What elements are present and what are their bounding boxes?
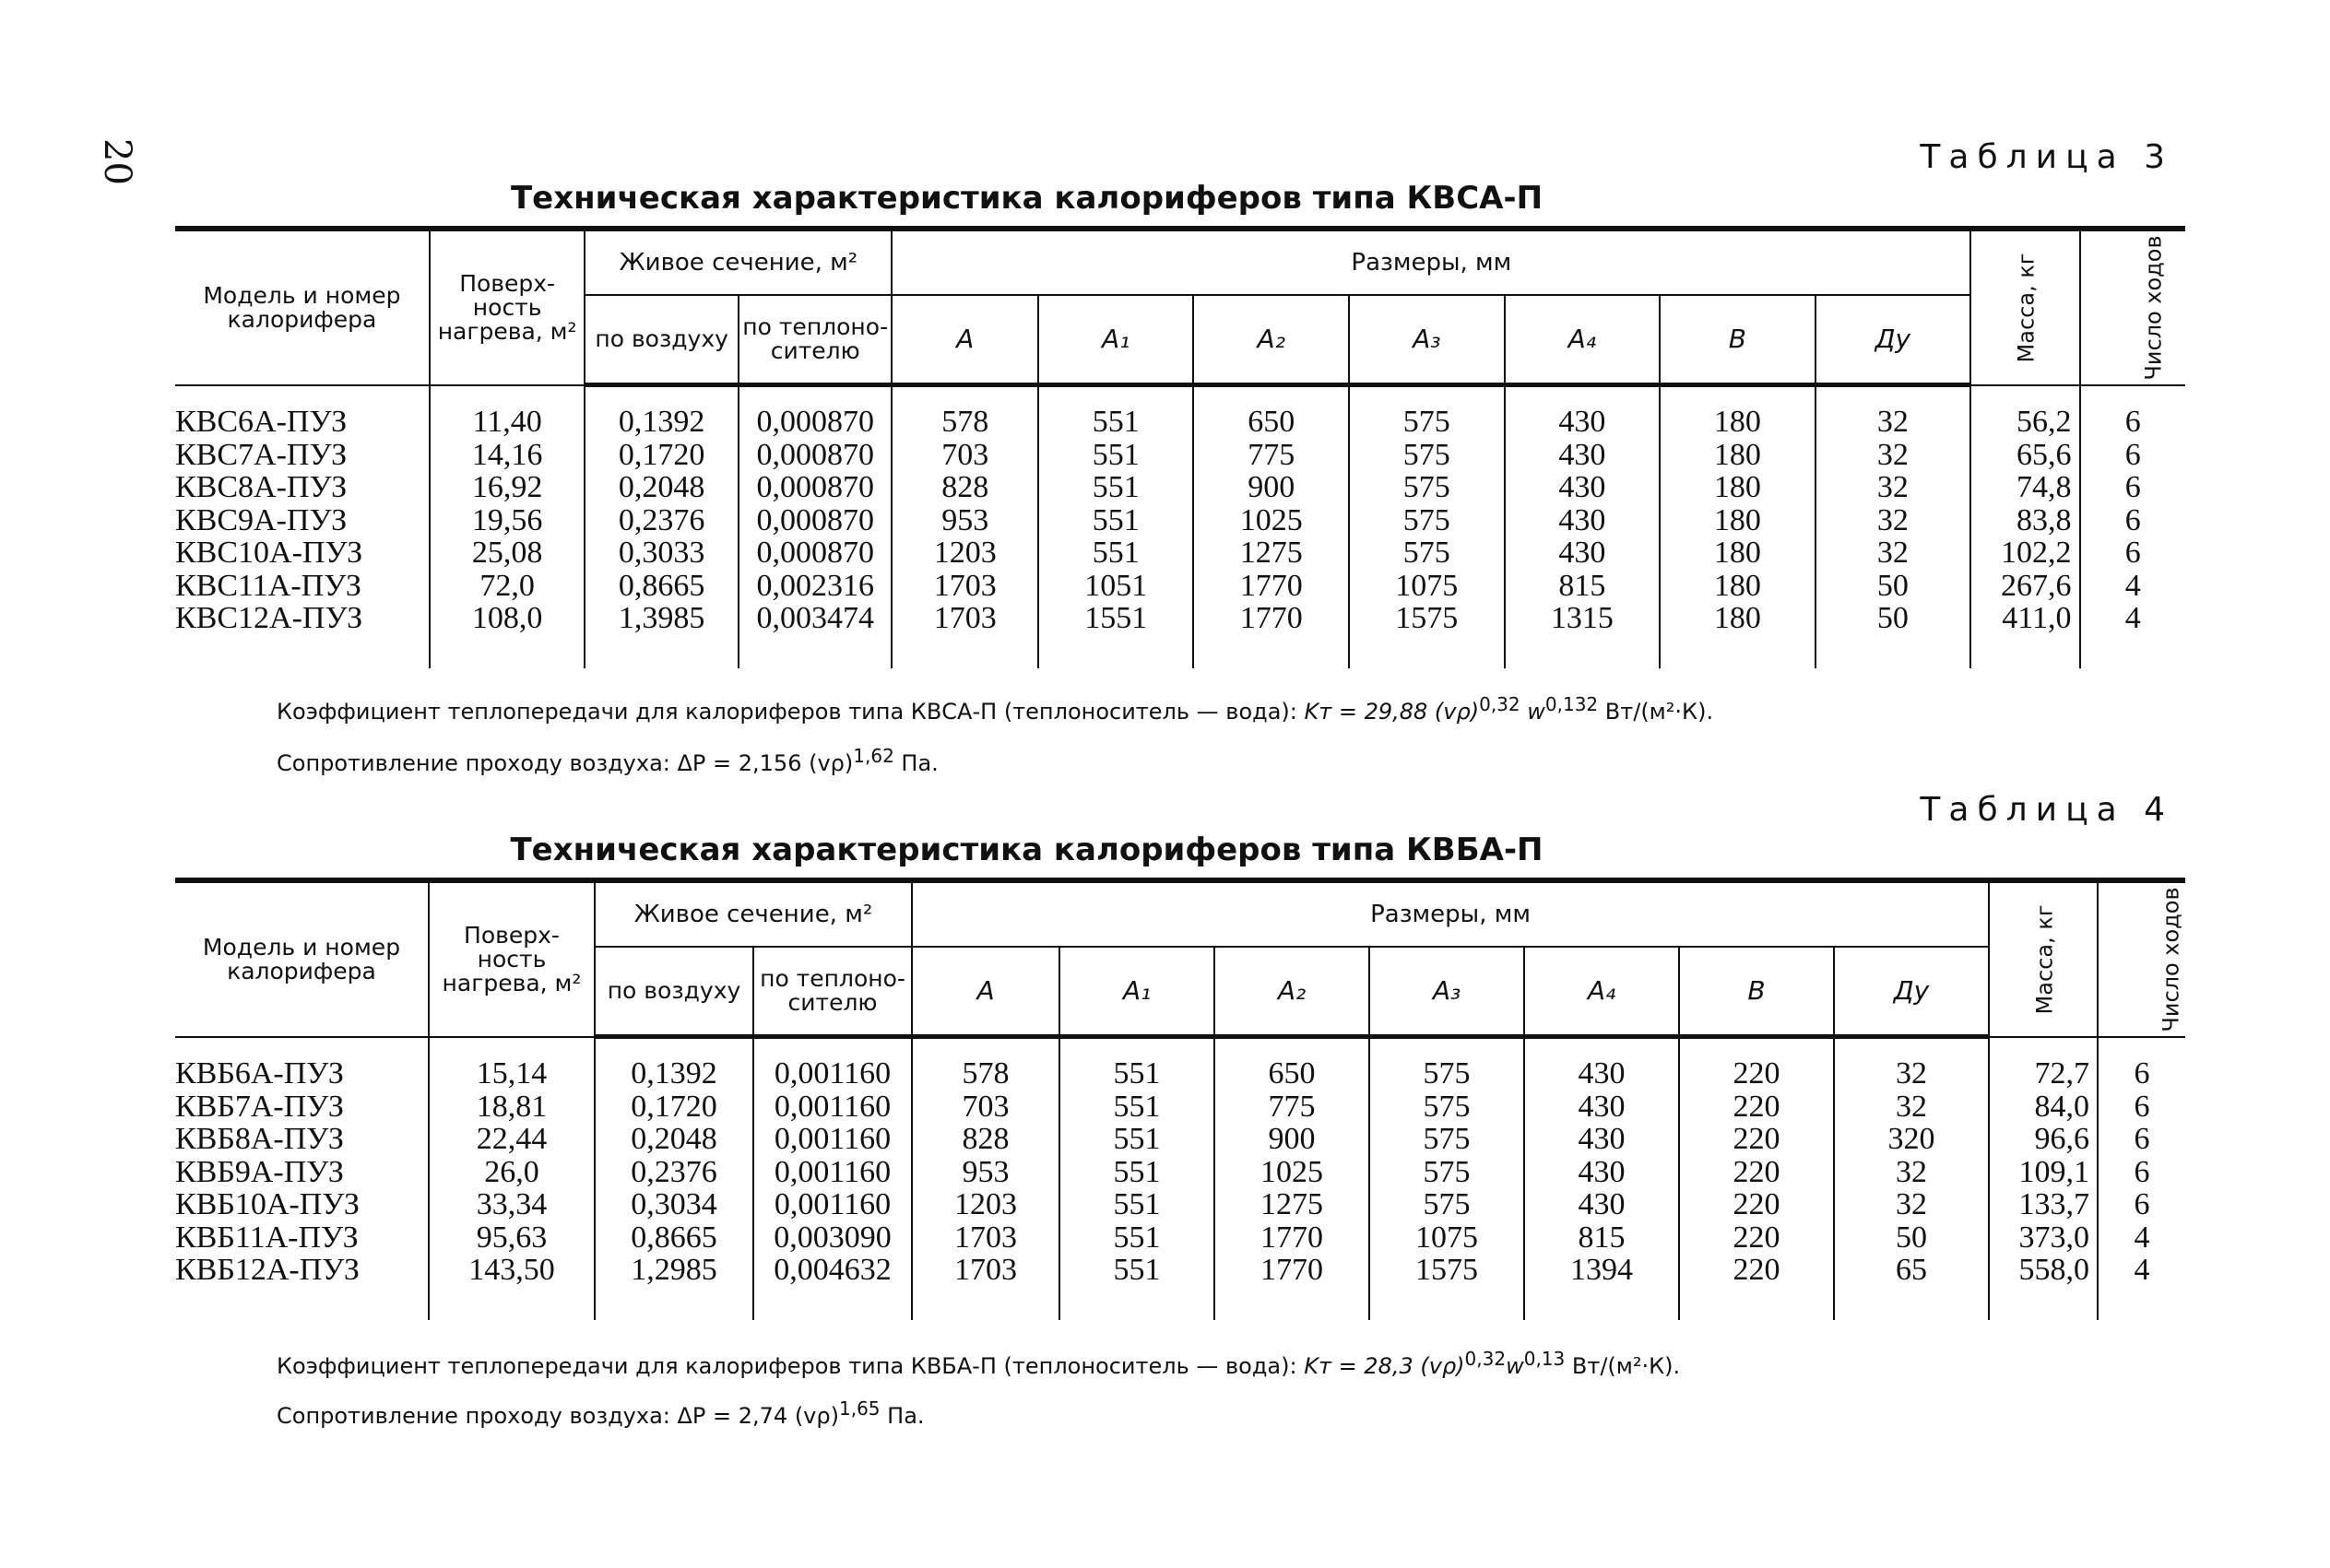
carrier-section-cell: 0,003474 <box>739 602 893 635</box>
dim-a4-cell: 430 <box>1524 1057 1679 1091</box>
dim-a-cell: 953 <box>892 504 1038 537</box>
dim-a1-cell: 551 <box>1059 1254 1214 1287</box>
dim-b-cell: 220 <box>1679 1156 1834 1189</box>
air-section-cell: 0,3033 <box>585 536 739 570</box>
dim-a1-cell: 551 <box>1038 471 1194 504</box>
passes-cell: 4 <box>2080 570 2185 603</box>
header-dim-a4: A₄ <box>1505 295 1661 385</box>
dim-a-cell: 828 <box>892 471 1038 504</box>
header-by-air: по воздуху <box>585 295 739 385</box>
air-section-cell: 0,1720 <box>595 1091 753 1124</box>
header-dim-a1: A₁ <box>1038 295 1194 385</box>
table-row <box>175 1254 2185 1287</box>
mass-cell: 102,2 <box>1970 536 2079 570</box>
surface-cell: 143,50 <box>429 1254 595 1287</box>
dim-a4-cell: 1394 <box>1524 1254 1679 1287</box>
table-row <box>175 439 2185 472</box>
dim-du-cell: 65 <box>1834 1254 1989 1287</box>
surface-cell: 15,14 <box>429 1057 595 1091</box>
dim-a3-cell: 575 <box>1369 1123 1524 1156</box>
dim-b-cell: 180 <box>1660 536 1816 570</box>
dim-a2-cell: 650 <box>1193 406 1349 439</box>
table-4-title: Техническая характеристика калориферов типа КВБА-П <box>510 831 1543 868</box>
carrier-section-cell: 0,000870 <box>739 406 893 439</box>
dim-b-cell: 180 <box>1660 504 1816 537</box>
dim-a-cell: 1703 <box>912 1254 1059 1287</box>
table-3-title: Техническая характеристика калориферов типа КВСА-П <box>510 180 1543 217</box>
dim-b-cell: 220 <box>1679 1188 1834 1221</box>
page-number: 20 <box>96 138 138 185</box>
carrier-section-cell: 0,000870 <box>739 504 893 537</box>
table-row <box>175 1188 2185 1221</box>
air-section-cell: 0,8665 <box>595 1221 753 1255</box>
mass-cell: 558,0 <box>1989 1254 2098 1287</box>
model-cell: КВС10А-ПУЗ <box>175 536 363 570</box>
dim-du-cell: 32 <box>1834 1057 1989 1091</box>
dim-a3-cell: 575 <box>1349 406 1505 439</box>
model-cell: КВБ9А-ПУЗ <box>175 1154 344 1189</box>
dim-du-cell: 320 <box>1834 1123 1989 1156</box>
dim-a3-cell: 575 <box>1369 1091 1524 1124</box>
dim-a3-cell: 1075 <box>1369 1221 1524 1255</box>
air-section-cell: 0,1392 <box>595 1057 753 1091</box>
dim-a3-cell: 575 <box>1349 471 1505 504</box>
passes-cell: 6 <box>2080 504 2185 537</box>
table-3 <box>175 226 2185 668</box>
dim-a4-cell: 815 <box>1505 570 1661 603</box>
dim-a-cell: 1203 <box>912 1188 1059 1221</box>
passes-cell: 4 <box>2080 602 2185 635</box>
carrier-section-cell: 0,004632 <box>753 1254 912 1287</box>
dim-a-cell: 828 <box>912 1123 1059 1156</box>
dim-b-cell: 180 <box>1660 471 1816 504</box>
carrier-section-cell: 0,002316 <box>739 570 893 603</box>
dim-a3-cell: 575 <box>1369 1057 1524 1091</box>
dim-a4-cell: 430 <box>1505 504 1661 537</box>
dim-a-cell: 953 <box>912 1156 1059 1189</box>
header-dim-b: B <box>1660 295 1816 385</box>
model-cell: КВС8А-ПУЗ <box>175 470 348 504</box>
header-by-heat-carrier: по теплоно-сителю <box>739 295 893 385</box>
dim-a2-cell: 1770 <box>1193 570 1349 603</box>
table-4-heat-transfer-formula: Коэффициент теплопередачи для калориферов типа КВБА-П (теплоноситель — вода): Kт = 28,3 $(v\rho)^{0,32}w^{0,13}$ Вт/(м²·К). <box>277 1348 1681 1379</box>
table-3-heat-transfer-formula: Коэффициент теплопередачи для калориферов типа КВСА-П (теплоноситель — вода): Kт = 29,88 $(v\rho)^{0,32}$ $w^{0,132}$ Вт/(м²·К). <box>277 693 1714 725</box>
dim-du-cell: 32 <box>1816 536 1971 570</box>
air-section-cell: 1,2985 <box>595 1254 753 1287</box>
dim-a1-cell: 551 <box>1059 1221 1214 1255</box>
carrier-section-cell: 0,000870 <box>739 439 893 472</box>
air-section-cell: 0,2376 <box>595 1156 753 1189</box>
dim-a3-cell: 1575 <box>1349 602 1505 635</box>
dim-a-cell: 578 <box>912 1057 1059 1091</box>
model-cell: КВБ11А-ПУЗ <box>175 1220 359 1255</box>
dim-du-cell: 32 <box>1816 504 1971 537</box>
air-section-cell: 0,8665 <box>585 570 739 603</box>
dim-a1-cell: 551 <box>1038 439 1194 472</box>
model-cell: КВС9А-ПУЗ <box>175 502 348 537</box>
table-row <box>175 570 2185 603</box>
dim-a3-cell: 575 <box>1349 439 1505 472</box>
dim-a3-cell: 1075 <box>1349 570 1505 603</box>
dim-b-cell: 220 <box>1679 1254 1834 1287</box>
header-dim-a: A <box>892 295 1038 385</box>
dim-b-cell: 180 <box>1660 602 1816 635</box>
dim-a3-cell: 575 <box>1349 504 1505 537</box>
mass-cell: 74,8 <box>1970 471 2079 504</box>
model-cell: КВС12А-ПУЗ <box>175 601 363 635</box>
header-passes: Число ходов <box>2098 880 2185 1037</box>
surface-cell: 95,63 <box>429 1221 595 1255</box>
dim-a1-cell: 551 <box>1038 406 1194 439</box>
table-spacer <box>175 1287 2185 1320</box>
table-4 <box>175 878 2185 1320</box>
dim-du-cell: 32 <box>1816 439 1971 472</box>
surface-cell: 11,40 <box>430 406 585 439</box>
dim-a4-cell: 815 <box>1524 1221 1679 1255</box>
air-section-cell: 0,1392 <box>585 406 739 439</box>
table-spacer <box>175 385 2185 407</box>
air-section-cell: 0,2376 <box>585 504 739 537</box>
dim-a-cell: 703 <box>912 1091 1059 1124</box>
header-surface: Поверх-ность нагрева, м² <box>430 229 585 385</box>
table-row <box>175 536 2185 570</box>
model-cell: КВБ8А-ПУЗ <box>175 1122 344 1156</box>
passes-cell: 6 <box>2098 1188 2185 1221</box>
dim-b-cell: 220 <box>1679 1221 1834 1255</box>
surface-cell: 22,44 <box>429 1123 595 1156</box>
air-section-cell: 1,3985 <box>585 602 739 635</box>
air-section-cell: 0,2048 <box>585 471 739 504</box>
dim-a4-cell: 1315 <box>1505 602 1661 635</box>
mass-cell: 72,7 <box>1989 1057 2098 1091</box>
dim-a2-cell: 1770 <box>1214 1221 1369 1255</box>
surface-cell: 33,34 <box>429 1188 595 1221</box>
header-dim-b: B <box>1679 947 1834 1037</box>
dim-du-cell: 32 <box>1834 1188 1989 1221</box>
header-dim-a3: A₃ <box>1349 295 1505 385</box>
table-4-air-resistance-formula: Сопротивление проходу воздуха: ΔP = 2,74 $(v\rho)^{1,65}$ Па. <box>277 1397 925 1429</box>
table-row <box>175 1123 2185 1156</box>
dim-a2-cell: 1025 <box>1214 1156 1369 1189</box>
passes-cell: 6 <box>2098 1156 2185 1189</box>
header-dim-du: Ду <box>1816 295 1971 385</box>
model-cell: КВБ7А-ПУЗ <box>175 1089 344 1124</box>
header-model: Модель и номер калорифера <box>175 229 430 385</box>
carrier-section-cell: 0,000870 <box>739 536 893 570</box>
surface-cell: 108,0 <box>430 602 585 635</box>
table-row <box>175 1057 2185 1091</box>
header-model: Модель и номер калорифера <box>175 880 429 1037</box>
passes-cell: 4 <box>2098 1254 2185 1287</box>
model-cell: КВБ12А-ПУЗ <box>175 1253 360 1287</box>
carrier-section-cell: 0,003090 <box>753 1221 912 1255</box>
mass-cell: 373,0 <box>1989 1221 2098 1255</box>
dim-a4-cell: 430 <box>1524 1156 1679 1189</box>
header-dimensions: Размеры, мм <box>912 880 1989 947</box>
mass-cell: 84,0 <box>1989 1091 2098 1124</box>
dim-a4-cell: 430 <box>1505 471 1661 504</box>
air-section-cell: 0,1720 <box>585 439 739 472</box>
table-row <box>175 1091 2185 1124</box>
carrier-section-cell: 0,001160 <box>753 1156 912 1189</box>
table-row <box>175 406 2185 439</box>
dim-a-cell: 1703 <box>892 602 1038 635</box>
surface-cell: 19,56 <box>430 504 585 537</box>
dim-a1-cell: 1051 <box>1038 570 1194 603</box>
dim-du-cell: 50 <box>1816 602 1971 635</box>
dim-a2-cell: 775 <box>1193 439 1349 472</box>
carrier-section-cell: 0,001160 <box>753 1091 912 1124</box>
header-dim-a2: A₂ <box>1214 947 1369 1037</box>
dim-a2-cell: 900 <box>1214 1123 1369 1156</box>
dim-a4-cell: 430 <box>1524 1188 1679 1221</box>
dim-a1-cell: 551 <box>1038 504 1194 537</box>
carrier-section-cell: 0,000870 <box>739 471 893 504</box>
table-row <box>175 1221 2185 1255</box>
header-live-section: Живое сечение, м² <box>585 229 892 295</box>
passes-cell: 6 <box>2080 536 2185 570</box>
dim-a1-cell: 551 <box>1059 1156 1214 1189</box>
header-by-heat-carrier: по теплоно-сителю <box>753 947 912 1037</box>
dim-a4-cell: 430 <box>1524 1091 1679 1124</box>
model-cell: КВС7А-ПУЗ <box>175 437 348 472</box>
dim-a-cell: 703 <box>892 439 1038 472</box>
dim-du-cell: 50 <box>1816 570 1971 603</box>
model-cell: КВБ6А-ПУЗ <box>175 1056 344 1091</box>
dim-a2-cell: 1770 <box>1214 1254 1369 1287</box>
table-row <box>175 1156 2185 1189</box>
header-dim-a: A <box>912 947 1059 1037</box>
dim-a-cell: 1703 <box>892 570 1038 603</box>
table-4-label: Таблица 4 <box>1920 791 2173 829</box>
dim-a4-cell: 430 <box>1505 536 1661 570</box>
air-section-cell: 0,2048 <box>595 1123 753 1156</box>
dim-a2-cell: 1025 <box>1193 504 1349 537</box>
dim-a3-cell: 1575 <box>1369 1254 1524 1287</box>
dim-du-cell: 32 <box>1816 406 1971 439</box>
passes-cell: 6 <box>2098 1057 2185 1091</box>
surface-cell: 25,08 <box>430 536 585 570</box>
dim-du-cell: 32 <box>1816 471 1971 504</box>
mass-cell: 83,8 <box>1970 504 2079 537</box>
dim-b-cell: 220 <box>1679 1057 1834 1091</box>
mass-cell: 96,6 <box>1989 1123 2098 1156</box>
dim-b-cell: 180 <box>1660 570 1816 603</box>
surface-cell: 18,81 <box>429 1091 595 1124</box>
passes-cell: 6 <box>2098 1123 2185 1156</box>
dim-a-cell: 1703 <box>912 1221 1059 1255</box>
model-cell: КВС6А-ПУЗ <box>175 405 348 439</box>
dim-a2-cell: 1770 <box>1193 602 1349 635</box>
carrier-section-cell: 0,001160 <box>753 1057 912 1091</box>
surface-cell: 14,16 <box>430 439 585 472</box>
dim-a-cell: 1203 <box>892 536 1038 570</box>
dim-a2-cell: 650 <box>1214 1057 1369 1091</box>
header-dimensions: Размеры, мм <box>892 229 1970 295</box>
dim-du-cell: 50 <box>1834 1221 1989 1255</box>
table-3-air-resistance-formula: Сопротивление проходу воздуха: ΔP = 2,156 $(v\rho)^{1,62}$ Па. <box>277 745 939 776</box>
header-dim-a1: A₁ <box>1059 947 1214 1037</box>
dim-a1-cell: 551 <box>1059 1057 1214 1091</box>
header-dim-a2: A₂ <box>1193 295 1349 385</box>
dim-a2-cell: 900 <box>1193 471 1349 504</box>
header-mass: Масса, кг <box>1970 229 2079 385</box>
dim-a1-cell: 551 <box>1038 536 1194 570</box>
table-row <box>175 504 2185 537</box>
dim-a-cell: 578 <box>892 406 1038 439</box>
dim-a3-cell: 575 <box>1369 1188 1524 1221</box>
model-cell: КВС11А-ПУЗ <box>175 568 361 603</box>
header-dim-a3: A₃ <box>1369 947 1524 1037</box>
carrier-section-cell: 0,001160 <box>753 1123 912 1156</box>
dim-a4-cell: 430 <box>1505 406 1661 439</box>
dim-du-cell: 32 <box>1834 1156 1989 1189</box>
dim-a1-cell: 551 <box>1059 1091 1214 1124</box>
mass-cell: 56,2 <box>1970 406 2079 439</box>
table-3-label: Таблица 3 <box>1920 138 2173 176</box>
table-spacer <box>175 635 2185 668</box>
table-spacer <box>175 1037 2185 1058</box>
dim-a2-cell: 1275 <box>1193 536 1349 570</box>
dim-a1-cell: 1551 <box>1038 602 1194 635</box>
dim-a3-cell: 575 <box>1349 536 1505 570</box>
mass-cell: 109,1 <box>1989 1156 2098 1189</box>
mass-cell: 411,0 <box>1970 602 2079 635</box>
dim-a1-cell: 551 <box>1059 1188 1214 1221</box>
dim-a4-cell: 430 <box>1505 439 1661 472</box>
dim-a4-cell: 430 <box>1524 1123 1679 1156</box>
surface-cell: 26,0 <box>429 1156 595 1189</box>
mass-cell: 267,6 <box>1970 570 2079 603</box>
carrier-section-cell: 0,001160 <box>753 1188 912 1221</box>
mass-cell: 65,6 <box>1970 439 2079 472</box>
header-mass: Масса, кг <box>1989 880 2098 1037</box>
header-passes: Число ходов <box>2080 229 2185 385</box>
surface-cell: 16,92 <box>430 471 585 504</box>
header-dim-du: Ду <box>1834 947 1989 1037</box>
dim-a3-cell: 575 <box>1369 1156 1524 1189</box>
table-row <box>175 471 2185 504</box>
dim-du-cell: 32 <box>1834 1091 1989 1124</box>
dim-b-cell: 180 <box>1660 406 1816 439</box>
passes-cell: 6 <box>2080 439 2185 472</box>
header-by-air: по воздуху <box>595 947 753 1037</box>
header-surface: Поверх-ность нагрева, м² <box>429 880 595 1037</box>
passes-cell: 6 <box>2080 406 2185 439</box>
passes-cell: 4 <box>2098 1221 2185 1255</box>
model-cell: КВБ10А-ПУЗ <box>175 1187 360 1221</box>
passes-cell: 6 <box>2098 1091 2185 1124</box>
dim-a1-cell: 551 <box>1059 1123 1214 1156</box>
dim-b-cell: 220 <box>1679 1091 1834 1124</box>
surface-cell: 72,0 <box>430 570 585 603</box>
header-live-section: Живое сечение, м² <box>595 880 912 947</box>
dim-a2-cell: 1275 <box>1214 1188 1369 1221</box>
air-section-cell: 0,3034 <box>595 1188 753 1221</box>
mass-cell: 133,7 <box>1989 1188 2098 1221</box>
passes-cell: 6 <box>2080 471 2185 504</box>
table-row <box>175 602 2185 635</box>
dim-b-cell: 180 <box>1660 439 1816 472</box>
dim-b-cell: 220 <box>1679 1123 1834 1156</box>
header-dim-a4: A₄ <box>1524 947 1679 1037</box>
dim-a2-cell: 775 <box>1214 1091 1369 1124</box>
